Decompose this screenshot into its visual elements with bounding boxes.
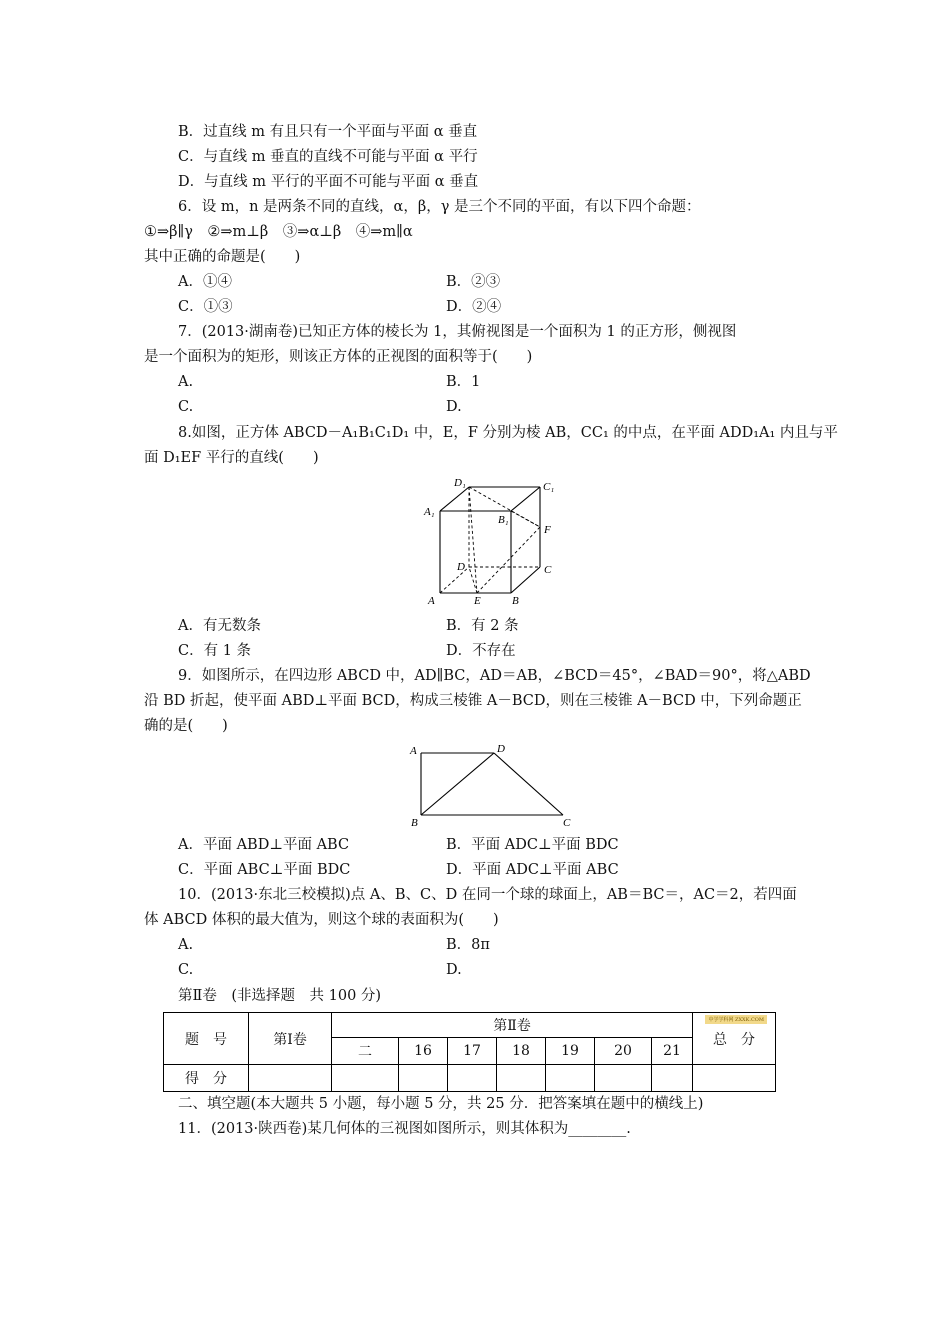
q10-option-d: D. [446,962,462,978]
part-two-heading: 第Ⅱ卷 (非选择题 共 100 分) [178,988,382,1004]
segment-ef [477,527,540,593]
score-cell[interactable] [332,1065,399,1092]
q9-stem-line1: 9．如图所示，在四边形 ABCD 中，AD∥BC，AD＝AB，∠BCD＝45°，∠BAD＝90°，将△ABD [178,668,811,684]
col-header: 18 [497,1038,546,1065]
col-header: 21 [652,1038,693,1065]
q9-option-d: D．平面 ADC⊥平面 ABC [446,862,619,878]
score-cell[interactable] [595,1065,652,1092]
header-part-two: 第Ⅱ卷 [332,1013,693,1038]
label-a: A [428,595,435,607]
score-cell[interactable] [693,1065,776,1092]
q8-option-b: B．有 2 条 [446,618,519,634]
q10-option-a: A. [178,937,194,953]
q7-option-b: B．1 [446,374,481,390]
row-label-question: 题 号 [164,1013,249,1065]
q7-option-c: C. [178,399,194,415]
publisher-logo: 中学学科网 ZXXK.COM [705,1015,767,1024]
label-f: F [544,524,551,536]
q5-option-c: C．与直线 m 垂直的直线不可能与平面 α 平行 [178,149,478,165]
label-quad-c: C [563,817,571,829]
score-cell[interactable] [249,1065,332,1092]
score-cell[interactable] [448,1065,497,1092]
q6-propositions: ①⇒β∥γ ②⇒m⊥β ③⇒α⊥β ④⇒m∥α [144,224,413,240]
q10-option-b: B．8π [446,937,490,953]
q10-stem-line1: 10．(2013·东北三校模拟)点 A、B、C、D 在同一个球的球面上，AB＝BC＝，AC＝2，若四面 [178,887,797,903]
edge-a1d1 [440,487,469,511]
q10-stem-line2: 体 ABCD 体积的最大值为，则这个球的表面积为( ) [144,912,499,928]
edge-b1c1 [511,487,540,511]
score-table [163,1012,776,1092]
q9-option-b: B．平面 ADC⊥平面 BDC [446,837,619,853]
label-d1: D₁ [454,477,466,489]
label-d: D [457,561,465,573]
q11-stem: 11．(2013·陕西卷)某几何体的三视图如图所示，则其体积为________. [178,1121,631,1137]
q6-option-c: C．①③ [178,299,233,315]
quadrilateral-figure [405,740,585,830]
q8-stem-line2: 面 D₁EF 平行的直线( ) [144,450,319,466]
q6-stem: 6．设 m，n 是两条不同的直线，α，β，γ 是三个不同的平面，有以下四个命题： [178,199,701,215]
label-quad-b: B [411,817,418,829]
q8-option-d: D．不存在 [446,643,516,659]
score-cell[interactable] [652,1065,693,1092]
col-header: 16 [399,1038,448,1065]
cube-figure [418,475,568,610]
score-cell[interactable] [497,1065,546,1092]
edge-bc [511,567,540,593]
q6-ask: 其中正确的命题是( ) [144,249,301,265]
segment-ed [469,567,477,593]
label-quad-a: A [410,745,417,757]
q6-option-b: B．②③ [446,274,501,290]
col-header: 二 [332,1038,399,1065]
q7-option-d: D. [446,399,462,415]
score-cell[interactable] [546,1065,595,1092]
q8-option-a: A．有无数条 [178,618,261,634]
q9-option-a: A．平面 ABD⊥平面 ABC [178,837,350,853]
segment-d1e [469,487,477,593]
label-b1: B₁ [498,514,509,526]
q6-option-a: A．①④ [178,274,232,290]
q7-option-a: A. [178,374,194,390]
q9-stem-line3: 确的是( ) [144,718,228,734]
label-quad-d: D [497,743,505,755]
segment-b1f [511,511,540,527]
label-b: B [512,595,519,607]
q5-option-d: D．与直线 m 平行的平面不可能与平面 α 垂直 [178,174,479,190]
header-total [693,1013,776,1065]
diagonal-bd [421,753,494,815]
q8-stem-line1: 8.如图，正方体 ABCD－A₁B₁C₁D₁ 中，E，F 分别为棱 AB，CC₁ 的中点，在平面 ADD₁A₁ 内且与平 [178,425,838,441]
q10-option-c: C. [178,962,194,978]
q9-stem-line2: 沿 BD 折起，使平面 ABD⊥平面 BCD，构成三棱锥 A－BCD，则在三棱锥 A－BCD 中，下列命题正 [144,693,802,709]
score-cell[interactable] [399,1065,448,1092]
q8-option-c: C．有 1 条 [178,643,252,659]
label-e: E [474,595,481,607]
side-dc [494,753,563,815]
section-two-heading: 二、填空题(本大题共 5 小题，每小题 5 分，共 25 分．把答案填在题中的横线上) [178,1096,704,1112]
label-c1: C₁ [543,481,555,493]
header-part-one: 第Ⅰ卷 [249,1013,332,1065]
q5-option-b: B．过直线 m 有且只有一个平面与平面 α 垂直 [178,124,478,140]
q7-stem-line2: 是一个面积为的矩形，则该正方体的正视图的面积等于( ) [144,349,533,365]
header-total-label: 总 分 [713,1031,755,1048]
col-header: 19 [546,1038,595,1065]
q9-option-c: C．平面 ABC⊥平面 BDC [178,862,351,878]
label-c: C [544,564,552,576]
q7-stem-line1: 7．(2013·湖南卷)已知正方体的棱长为 1，其俯视图是一个面积为 1 的正方形，侧视图 [178,324,737,340]
col-header: 20 [595,1038,652,1065]
col-header: 17 [448,1038,497,1065]
q6-option-d: D．②④ [446,299,502,315]
label-a1: A₁ [424,506,435,518]
row-label-score: 得 分 [164,1065,249,1092]
